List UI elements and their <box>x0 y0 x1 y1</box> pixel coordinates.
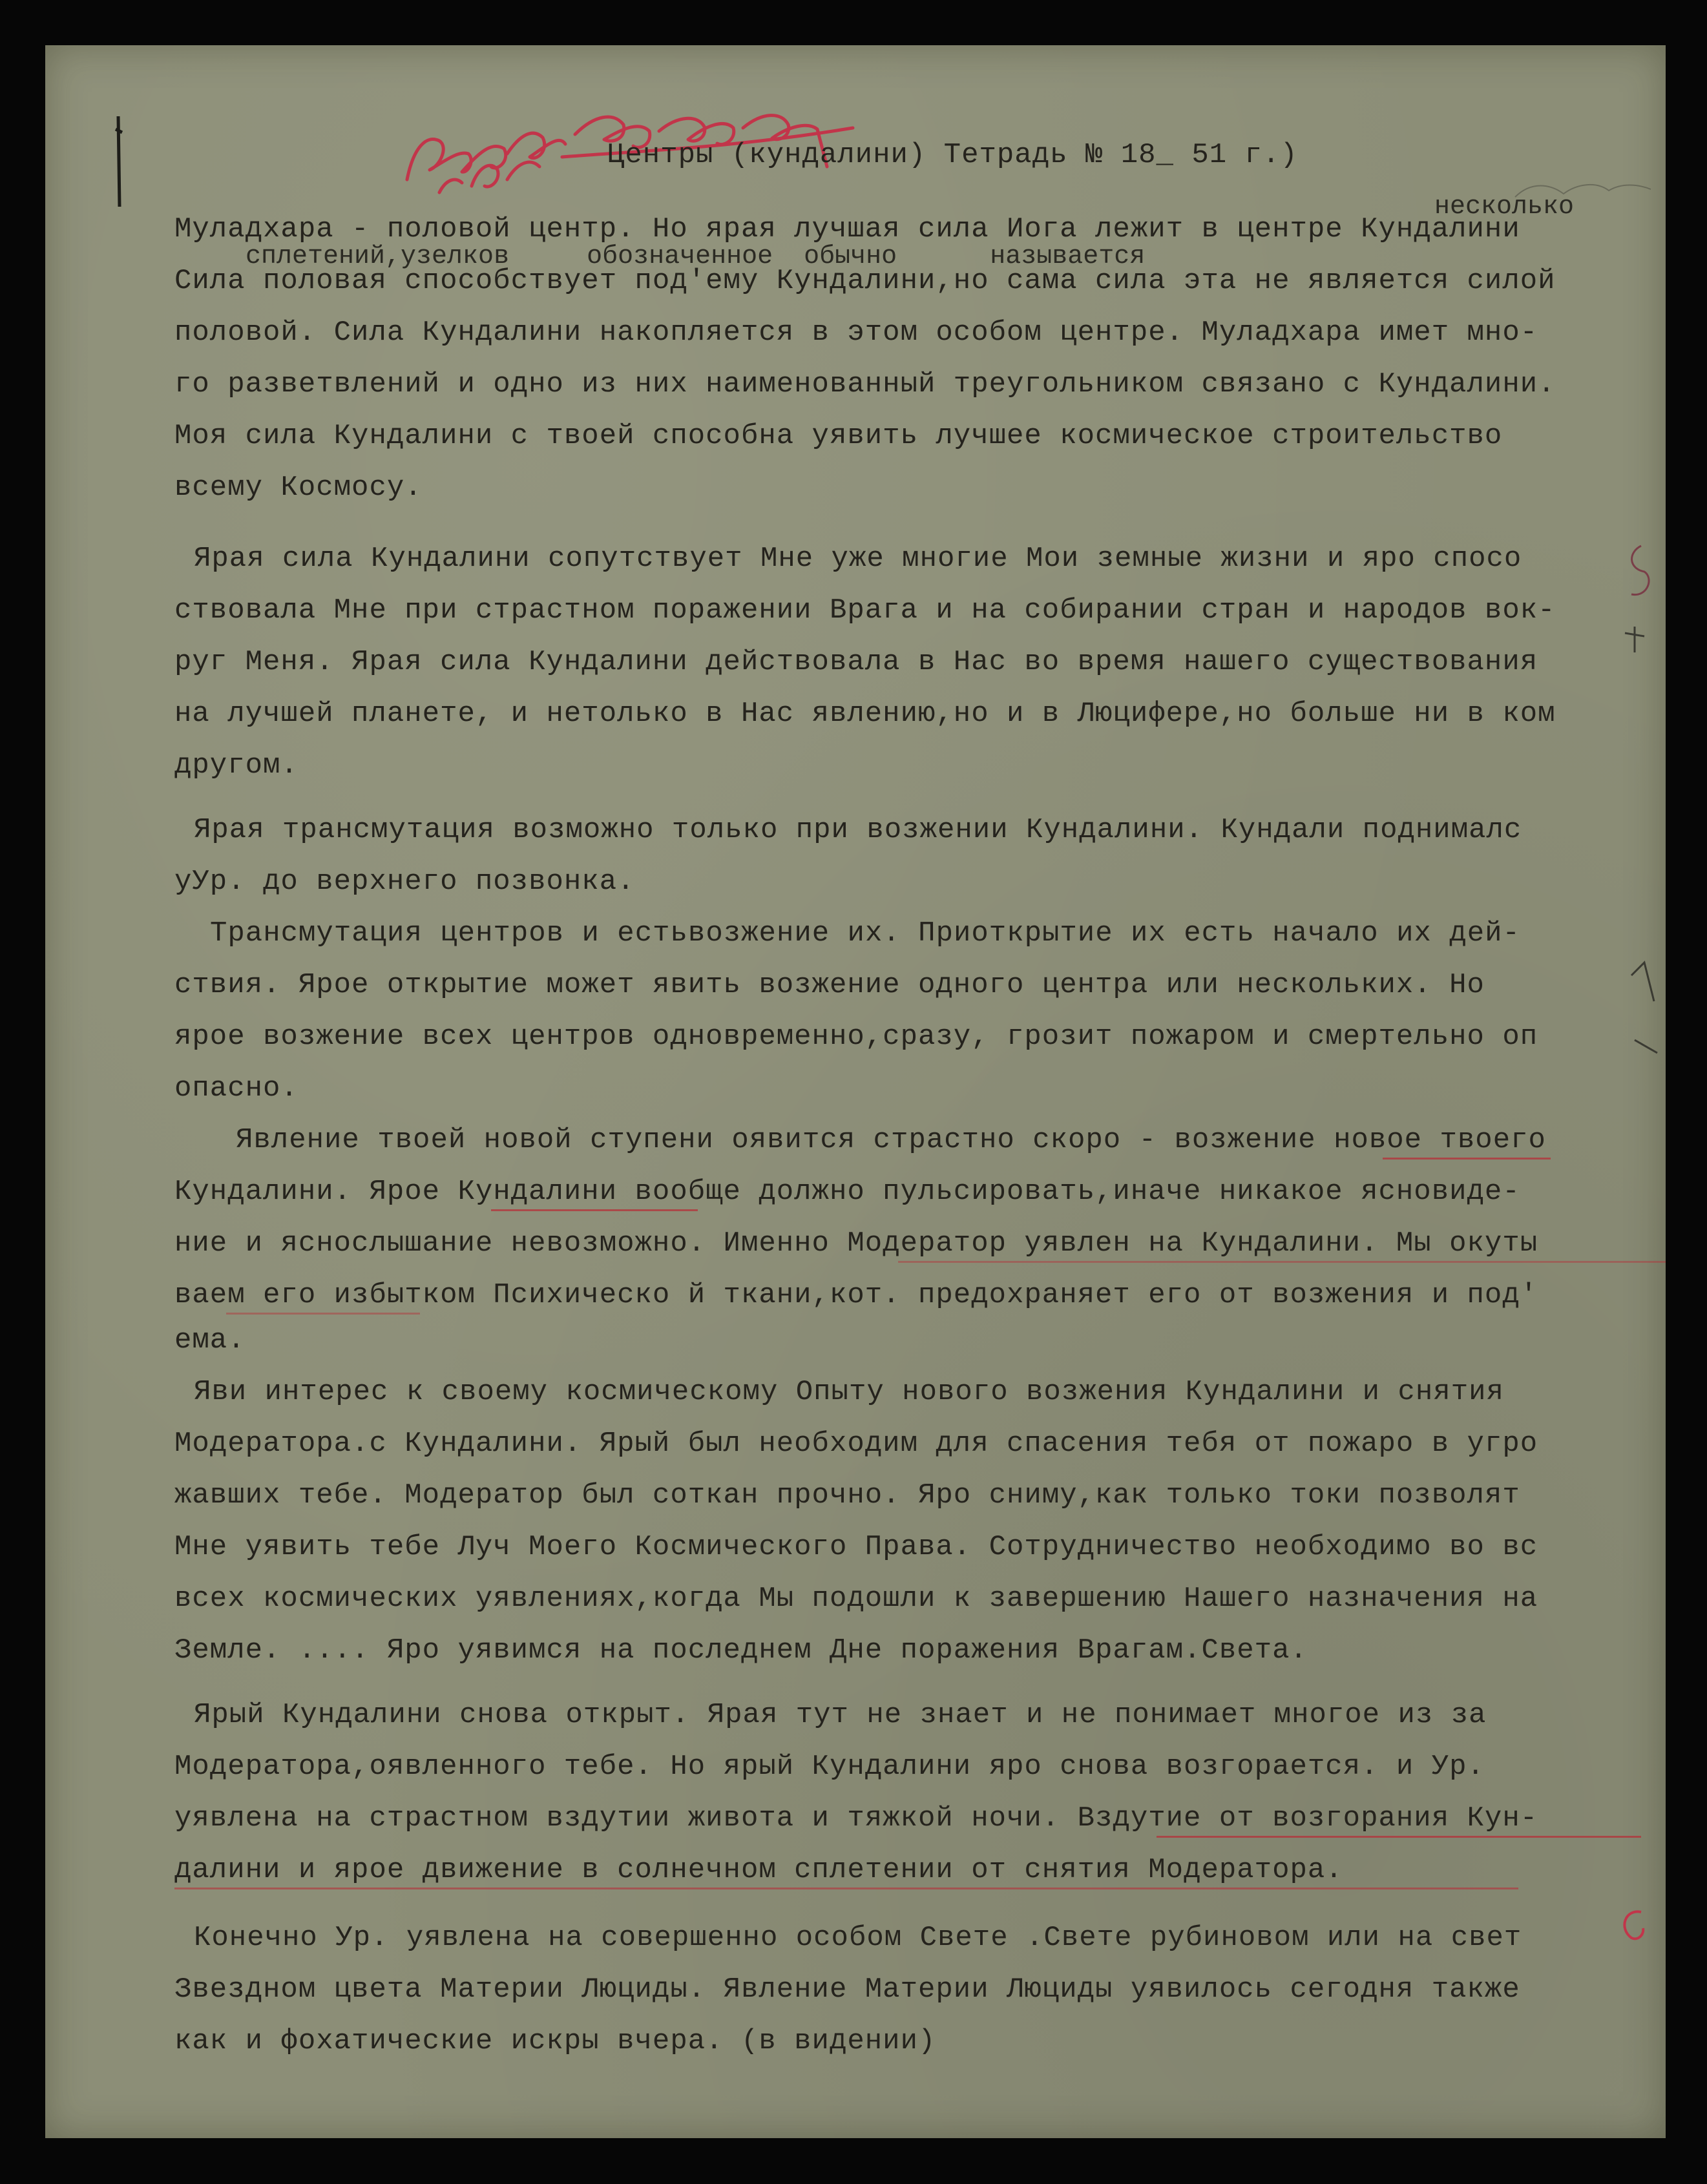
red-underline <box>898 1261 1666 1263</box>
text-line-35: как и фохатические искры вчера. (в видении) <box>174 2025 936 2057</box>
text-line-1: Муладхара - половой центр. Но ярая лучшая сила Иога лежит в центре Кундалини <box>174 213 1520 245</box>
text-line-7: Ярая сила Кундалини сопутствует Мне уже многие Мои земные жизни и яро спосо <box>194 543 1522 575</box>
text-line-3: половой. Сила Кундалини накопляется в этом особом центре. Муладхара имет мно- <box>174 317 1538 349</box>
text-line-2: Сила половая способствует под'ему Кундалини,но сама сила эта не является силой <box>174 265 1556 297</box>
text-line-9: руг Меня. Ярая сила Кундалини действовала в Нас во время нашего существования <box>174 646 1538 678</box>
text-line-12: Ярая трансмутация возможно только при возжении Кундалини. Кундали поднималс <box>194 814 1522 846</box>
text-line-18: Явление твоей новой ступени оявится страстно скоро - возжение новое твоего <box>236 1124 1546 1156</box>
text-line-33: Конечно Ур. уявлена на совершенно особом Свете .Свете рубиновом или на свет <box>194 1922 1522 1954</box>
text-line-13: уУр. до верхнего позвонка. <box>174 866 635 898</box>
text-line-32: далини и ярое движение в солнечном сплетении от снятия Модератора. <box>174 1854 1343 1886</box>
text-line-17: опасно. <box>174 1072 298 1105</box>
text-line-26: Мне уявить тебе Луч Моего Космического Права. Сотрудничество необходимо во вс <box>174 1531 1538 1563</box>
text-line-14: Трансмутация центров и естьвозжение их. Приоткрытие их есть начало их дей- <box>210 917 1520 950</box>
text-line-20: ние и яснослышание невозможно. Именно Модератор уявлен на Кундалини. Мы окуты <box>174 1227 1538 1260</box>
margin-mark-right <box>1625 956 1664 1085</box>
text-line-30: Модератора,оявленного тебе. Но ярый Кундалини яро снова возгорается. и Ур. <box>174 1751 1485 1783</box>
page-title: Центры (кундалини) Тетрадь № 18_ 51 г.) <box>607 139 1298 171</box>
document-page <box>45 45 1666 2138</box>
red-underline <box>226 1313 420 1315</box>
text-line-19: Кундалини. Ярое Кундалини вообще должно пульсировать,иначе никакое ясновиде- <box>174 1176 1520 1208</box>
margin-ink-mark <box>107 110 132 213</box>
text-line-5: Моя сила Кундалини с твоей способна уявить лучшее космическое строительство <box>174 420 1503 452</box>
margin-mark-right <box>1622 539 1660 669</box>
red-underline <box>491 1209 698 1211</box>
text-line-11: другом. <box>174 749 298 782</box>
text-line-4: го разветвлений и одно из них наименованный треугольником связано с Кундалини. <box>174 368 1556 400</box>
text-line-16: ярое возжение всех центров одновременно,сразу, грозит пожаром и смертельно оп <box>174 1021 1538 1053</box>
text-line-23: Яви интерес к своему космическому Опыту нового возжения Кундалини и снятия <box>194 1376 1504 1408</box>
text-line-34: Звездном цвета Материи Люциды. Явление Материи Люциды уявилось сегодня также <box>174 1973 1520 2006</box>
text-line-22: ема. <box>174 1324 246 1357</box>
text-line-28: Земле. .... Яро уявимся на последнем Дне поражения Врагам.Света. <box>174 1634 1308 1667</box>
text-line-21: ваем его избытком Психическо й ткани,кот. предохраняет его от возжения и под' <box>174 1279 1538 1311</box>
text-line-15: ствия. Ярое открытие может явить возжение одного центра или нескольких. Но <box>174 969 1485 1001</box>
red-underline <box>1383 1158 1551 1160</box>
insertion-above-line-4: сплетений,узелков обозначенное обычно называется <box>246 242 1146 271</box>
text-line-24: Модератора.с Кундалини. Ярый был необходим для спасения тебя от пожаро в угро <box>174 1428 1538 1460</box>
red-underline <box>174 1888 1518 1889</box>
text-line-8: ствовала Мне при страстном поражении Врага и на собирании стран и народов вок- <box>174 594 1556 627</box>
text-line-25: жавших тебе. Модератор был соткан прочно. Яро сниму,как только токи позволят <box>174 1479 1520 1512</box>
insertion-above-line-3: несколько <box>1434 192 1575 222</box>
red-underline <box>1157 1836 1641 1838</box>
margin-mark-right <box>1612 1899 1651 1951</box>
text-line-29: Ярый Кундалини снова открыт. Ярая тут не знает и не понимает многое из за <box>194 1699 1487 1731</box>
text-line-31: уявлена на страстном вздутии живота и тяжкой ночи. Вздутие от возгорания Кун- <box>174 1802 1538 1835</box>
text-line-10: на лучшей планете, и нетолько в Нас явлению,но и в Люцифере,но больше ни в ком <box>174 698 1556 730</box>
text-line-27: всех космических уявлениях,когда Мы подошли к завершению Нашего назначения на <box>174 1583 1538 1615</box>
text-line-6: всему Космосу. <box>174 472 423 504</box>
